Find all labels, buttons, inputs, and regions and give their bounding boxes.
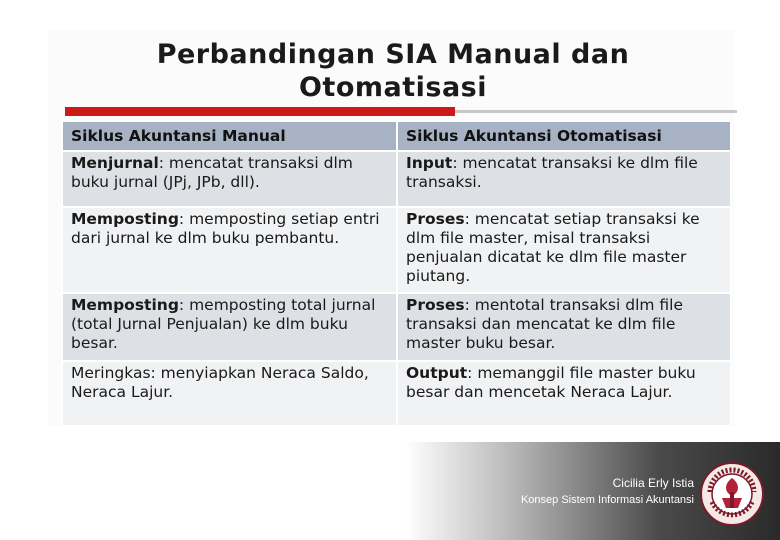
automated-cell — [397, 151, 731, 207]
automated-description: : mencatat setiap transaksi ke dlm file master, misal transaksi penjualan dicatat ke dlm file master piutang. — [406, 210, 700, 285]
manual-term: Menjurnal — [71, 154, 159, 172]
table-row — [62, 207, 731, 293]
table-header-row — [62, 121, 731, 151]
automated-description: : memanggil file master buku besar dan mencetak Neraca Lajur. — [406, 364, 696, 401]
manual-cell — [62, 361, 397, 426]
table-row — [62, 151, 731, 207]
title-underline-rule — [455, 110, 737, 113]
comparison-table — [61, 120, 732, 427]
header-automated: Siklus Akuntansi Otomatisasi — [397, 121, 731, 151]
footer-author: Cicilia Erly Istia — [612, 476, 694, 490]
manual-cell — [62, 207, 397, 293]
automated-cell — [397, 293, 731, 361]
table-row — [62, 293, 731, 361]
manual-description: : mencatat transaksi dlm buku jurnal (JPj, JPb, dll). — [71, 154, 353, 191]
manual-term: Memposting — [71, 210, 179, 228]
manual-cell — [62, 151, 397, 207]
automated-cell — [397, 207, 731, 293]
slide-title — [50, 38, 736, 104]
manual-description: : memposting setiap entri dari jurnal ke dlm buku pembantu. — [71, 210, 380, 247]
automated-term: Proses — [406, 296, 465, 314]
automated-description: : mencatat transaksi ke dlm file transaksi. — [406, 154, 698, 191]
manual-description: Meringkas: menyiapkan Neraca Saldo, Neraca Lajur. — [71, 364, 369, 401]
header-manual: Siklus Akuntansi Manual — [62, 121, 397, 151]
university-logo-icon — [700, 462, 764, 526]
automated-term: Output — [406, 364, 468, 382]
automated-cell — [397, 361, 731, 426]
slide-title-line1: Perbandingan SIA Manual dan — [156, 39, 630, 70]
slide-title-line2: Otomatisasi — [298, 72, 488, 103]
automated-term: Proses — [406, 210, 465, 228]
title-underline-accent — [65, 107, 455, 116]
automated-description: : mentotal transaksi dlm file transaksi dan mencatat ke dlm file master buku besar. — [406, 296, 684, 352]
footer-course: Konsep Sistem Informasi Akuntansi — [520, 494, 694, 506]
manual-cell — [62, 293, 397, 361]
manual-term: Memposting — [71, 296, 179, 314]
manual-description: : memposting total jurnal (total Jurnal Penjualan) ke dlm buku besar. — [71, 296, 376, 352]
table-row — [62, 361, 731, 426]
automated-term: Input — [406, 154, 453, 172]
